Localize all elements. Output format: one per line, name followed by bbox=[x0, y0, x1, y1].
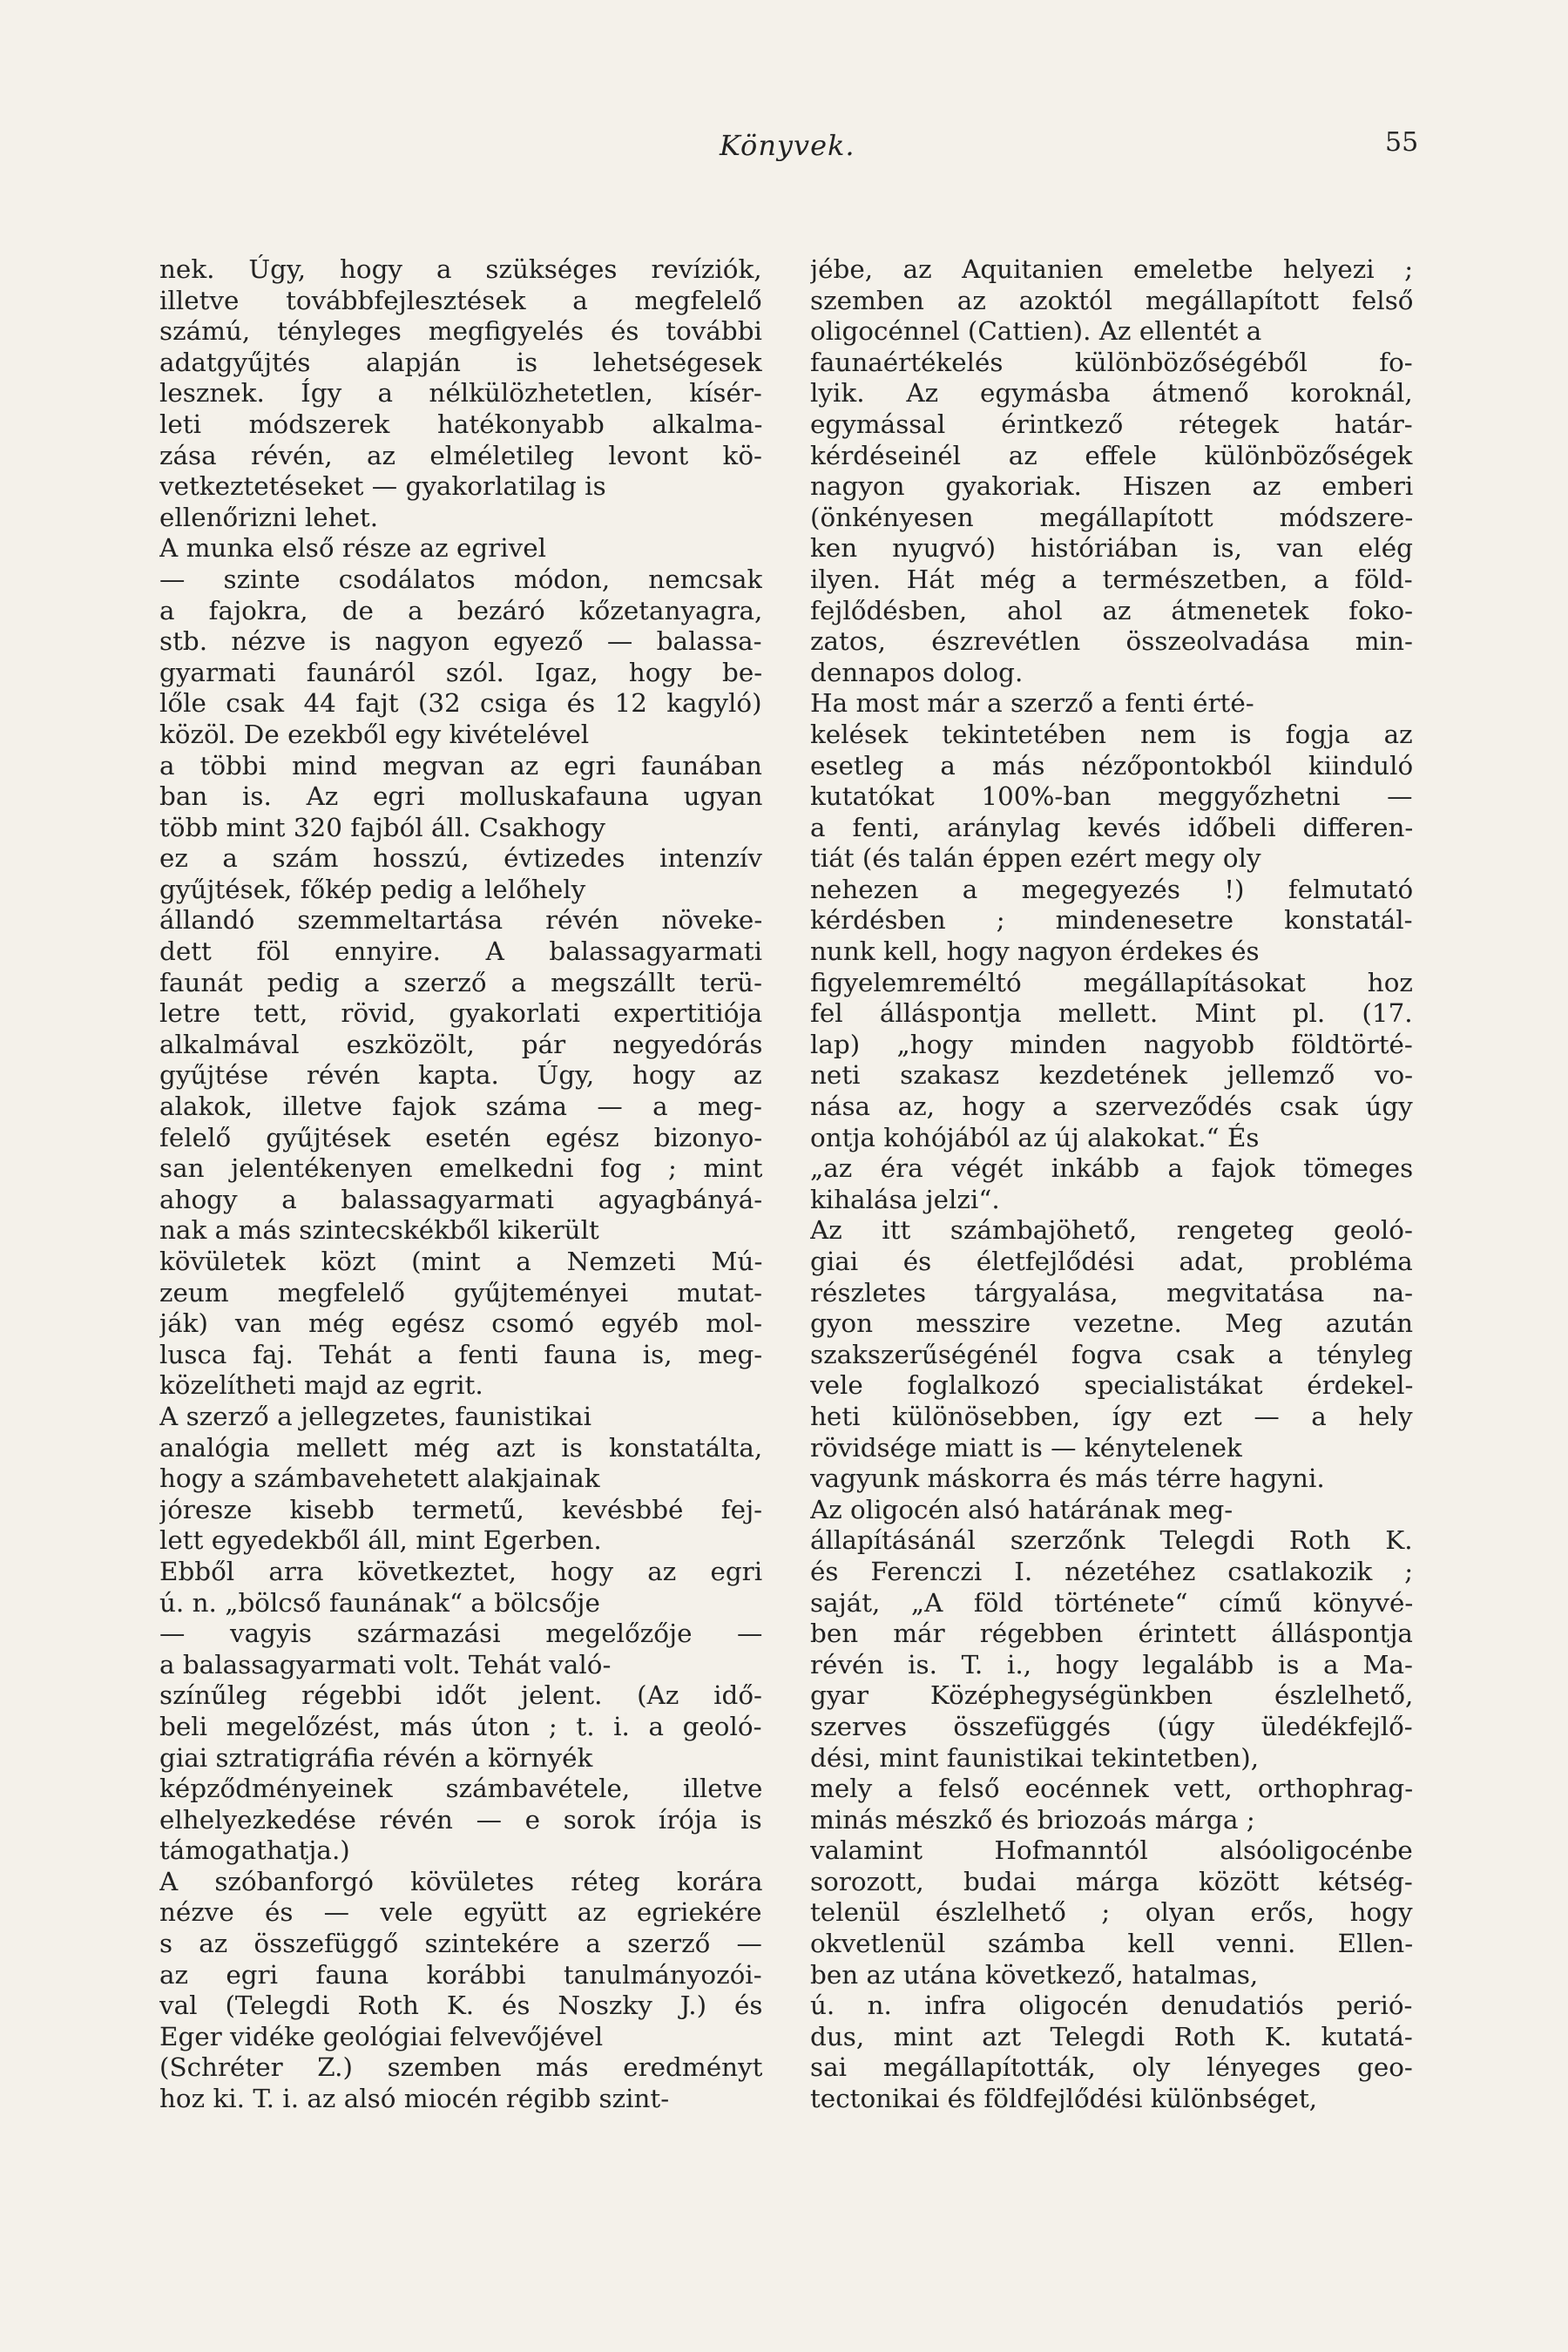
text-line: telenül észlelhető ; olyan erős, hogy bbox=[810, 1897, 1413, 1928]
text-line: zása révén, az elméletileg levont kö- bbox=[159, 440, 762, 470]
text-line: nehezen a megegyezés !) felmutató bbox=[810, 874, 1413, 904]
text-line: sorozott, budai márga között kétség- bbox=[810, 1866, 1413, 1896]
text-line: giai és életfejlődési adat, probléma bbox=[810, 1247, 1413, 1276]
text-line: egymással érintkező rétegek határ- bbox=[810, 409, 1413, 439]
text-line: ez a szám hosszú, évtizedes intenzív bbox=[159, 843, 762, 874]
text-line: faunaértékelés különbözőségéből fo- bbox=[810, 347, 1413, 377]
text-line: — szinte csodálatos módon, nemcsak bbox=[159, 564, 762, 594]
text-line: állapításánál szerzőnk Telegdi Roth K. bbox=[810, 1525, 1413, 1556]
text-line: gyűjtések, főkép pedig a lelőhely bbox=[159, 874, 586, 904]
text-line: dett föl ennyire. A balassagyarmati bbox=[159, 936, 762, 967]
text-line: jóresze kisebb termetű, kevésbbé fej- bbox=[159, 1494, 762, 1524]
page-number: 55 bbox=[1385, 127, 1419, 158]
text-line: kérdéseinél az effele különbözőségek bbox=[810, 440, 1413, 470]
text-line: tectonikai és földfejlődési különbséget, bbox=[810, 2084, 1318, 2114]
text-line: a fajokra, de a bezáró kőzetanyagra, bbox=[159, 595, 762, 625]
text-line: felelő gyűjtések esetén egész bizonyo- bbox=[159, 1122, 762, 1152]
text-line: beli megelőzést, más úton ; t. i. a geoló- bbox=[159, 1711, 762, 1741]
text-line: giai sztratigráfia révén a környék bbox=[159, 1742, 593, 1773]
text-line: — vagyis származási megelőzője — bbox=[159, 1619, 762, 1649]
text-line: vagyunk máskorra és más térre hagyni. bbox=[810, 1463, 1325, 1494]
text-line: valamint Hofmanntól alsóoligocénbe bbox=[810, 1835, 1413, 1866]
text-line: képződményeinek számbavétele, illetve bbox=[159, 1774, 762, 1804]
text-line: nek. Úgy, hogy a szükséges revíziók, bbox=[159, 254, 762, 284]
text-line: ják) van még egész csomó egyéb mol- bbox=[159, 1308, 762, 1339]
text-line: Eger vidéke geológiai felvevőjével bbox=[159, 2021, 604, 2051]
left-column bbox=[159, 254, 762, 2115]
text-line: az egri fauna korábbi tanulmányozói- bbox=[159, 1959, 762, 1990]
text-line: dennapos dolog. bbox=[810, 657, 1024, 687]
text-line: figyelemreméltó megállapításokat hoz bbox=[810, 967, 1413, 997]
text-line: rövidsége miatt is — kénytelenek bbox=[810, 1432, 1242, 1463]
text-line: A munka első része az egrivel bbox=[159, 533, 547, 564]
text-line: ú. n. „bölcső faunának“ a bölcsője bbox=[159, 1587, 600, 1618]
text-line: A szerző a jellegzetes, faunistikai bbox=[159, 1401, 592, 1431]
text-line: kövületek közt (mint a Nemzeti Mú- bbox=[159, 1247, 762, 1276]
text-line: a balassagyarmati volt. Tehát való- bbox=[159, 1649, 612, 1680]
text-line: ilyen. Hát még a természetben, a föld- bbox=[810, 564, 1413, 594]
text-line: s az összefüggő szintekére a szerző — bbox=[159, 1929, 762, 1959]
text-line: ben már régebben érintett álláspontja bbox=[810, 1619, 1413, 1649]
text-line: a fenti, aránylag kevés időbeli differen- bbox=[810, 812, 1413, 842]
text-line: gyűjtése révén kapta. Úgy, hogy az bbox=[159, 1060, 762, 1091]
text-line: közelítheti majd az egrit. bbox=[159, 1370, 483, 1401]
text-line: mely a felső eocénnek vett, orthophrag- bbox=[810, 1774, 1413, 1804]
text-line: lusca faj. Tehát a fenti fauna is, meg- bbox=[159, 1339, 762, 1369]
text-line: dési, mint faunistikai tekintetben), bbox=[810, 1742, 1260, 1773]
text-line: nása az, hogy a szerveződés csak úgy bbox=[810, 1092, 1413, 1122]
text-line: Az oligocén alsó határának meg- bbox=[810, 1494, 1233, 1524]
text-line: ben az utána következő, hatalmas, bbox=[810, 1959, 1259, 1990]
text-line: leti módszerek hatékonyabb alkalma- bbox=[159, 409, 762, 439]
text-line: faunát pedig a szerző a megszállt terü- bbox=[159, 967, 762, 997]
text-line: Ebből arra következtet, hogy az egri bbox=[159, 1556, 762, 1586]
text-line: sai megállapították, oly lényeges geo- bbox=[810, 2052, 1413, 2083]
running-header-title: Könyvek. bbox=[720, 129, 855, 162]
text-line: lett egyedekből áll, mint Egerben. bbox=[159, 1525, 602, 1556]
text-line: zatos, észrevétlen összeolvadása min- bbox=[810, 626, 1413, 657]
text-line: stb. nézve is nagyon egyező — balassa- bbox=[159, 626, 762, 657]
text-line: ken nyugvó) históriában is, van elég bbox=[810, 533, 1413, 564]
text-line: okvetlenül számba kell venni. Ellen- bbox=[810, 1929, 1413, 1959]
text-line: heti különösebben, így ezt — a hely bbox=[810, 1401, 1413, 1431]
text-line: ahogy a balassagyarmati agyagbányá- bbox=[159, 1184, 762, 1214]
text-line: támogathatja.) bbox=[159, 1835, 350, 1866]
text-line: vetkeztetéseket — gyakorlatilag is bbox=[159, 471, 606, 502]
text-line: nak a más szintecskékből kikerült bbox=[159, 1215, 599, 1246]
text-line: ban is. Az egri molluskafauna ugyan bbox=[159, 781, 762, 812]
text-line: „az éra végét inkább a fajok tömeges bbox=[810, 1153, 1413, 1184]
text-line: lyik. Az egymásba átmenő koroknál, bbox=[810, 378, 1413, 409]
text-line: nézve és — vele együtt az egriekére bbox=[159, 1897, 762, 1928]
text-line: ontja kohójából az új alakokat.“ És bbox=[810, 1122, 1260, 1152]
text-line: hoz ki. T. i. az alsó miocén régibb szint- bbox=[159, 2084, 670, 2114]
text-line: esetleg a más nézőpontokból kiinduló bbox=[810, 750, 1413, 781]
text-line: kihalása jelzi“. bbox=[810, 1184, 1000, 1214]
right-column bbox=[810, 254, 1413, 2115]
text-line: elhelyezkedése révén — e sorok írója is bbox=[159, 1804, 762, 1835]
text-line: jébe, az Aquitanien emeletbe helyezi ; bbox=[810, 254, 1413, 284]
text-line: (Schréter Z.) szemben más eredményt bbox=[159, 2052, 762, 2083]
text-line: ú. n. infra oligocén denudatiós perió- bbox=[810, 1990, 1413, 2021]
text-line: oligocénnel (Cattien). Az ellentét a bbox=[810, 316, 1262, 347]
text-line: lap) „hogy minden nagyobb földtörté- bbox=[810, 1029, 1413, 1059]
text-line: gyarmati faunáról szól. Igaz, hogy be- bbox=[159, 657, 762, 687]
text-line: ellenőrizni lehet. bbox=[159, 502, 379, 532]
text-line: több mint 320 fajból áll. Csakhogy bbox=[159, 812, 605, 842]
text-line: gyar Középhegységünkben észlelhető, bbox=[810, 1680, 1413, 1711]
text-line: kelések tekintetében nem is fogja az bbox=[810, 719, 1413, 749]
text-line: alkalmával eszközölt, pár negyedórás bbox=[159, 1029, 762, 1059]
text-line: alakok, illetve fajok száma — a meg- bbox=[159, 1092, 762, 1122]
text-line: minás mészkő és briozoás márga ; bbox=[810, 1804, 1255, 1835]
text-line: állandó szemmeltartása révén növeke- bbox=[159, 905, 762, 936]
text-line: részletes tárgyalása, megvitatása na- bbox=[810, 1277, 1413, 1308]
text-line: közöl. De ezekből egy kivételével bbox=[159, 719, 590, 749]
text-line: révén is. T. i., hogy legalább is a Ma- bbox=[810, 1649, 1413, 1680]
text-line: gyon messzire vezetne. Meg azután bbox=[810, 1308, 1413, 1339]
text-line: a többi mind megvan az egri faunában bbox=[159, 750, 762, 781]
text-line: nunk kell, hogy nagyon érdekes és bbox=[810, 936, 1260, 967]
text-line: illetve továbbfejlesztések a megfelelő bbox=[159, 285, 762, 315]
text-line: fel álláspontja mellett. Mint pl. (17. bbox=[810, 998, 1413, 1029]
text-line: lesznek. Így a nélkülözhetetlen, kísér- bbox=[159, 378, 762, 409]
text-line: dus, mint azt Telegdi Roth K. kutatá- bbox=[810, 2021, 1413, 2051]
text-line: A szóbanforgó kövületes réteg korára bbox=[159, 1866, 762, 1896]
text-line: tiát (és talán éppen ezért megy oly bbox=[810, 843, 1261, 874]
text-line: lőle csak 44 fajt (32 csiga és 12 kagyló) bbox=[159, 688, 762, 719]
text-line: saját, „A föld története“ című könyvé- bbox=[810, 1587, 1413, 1618]
text-line: neti szakasz kezdetének jellemző vo- bbox=[810, 1060, 1413, 1091]
text-line: san jelentékenyen emelkedni fog ; mint bbox=[159, 1153, 762, 1184]
text-line: zeum megfelelő gyűjteményei mutat- bbox=[159, 1277, 762, 1308]
text-line: számú, tényleges megfigyelés és további bbox=[159, 316, 762, 347]
text-line: szerves összefüggés (úgy üledékfejlő- bbox=[810, 1711, 1413, 1741]
text-line: nagyon gyakoriak. Hiszen az emberi bbox=[810, 471, 1413, 502]
text-line: (önkényesen megállapított módszere- bbox=[810, 502, 1413, 532]
text-line: letre tett, rövid, gyakorlati expertitiója bbox=[159, 998, 762, 1029]
text-line: színűleg régebbi időt jelent. (Az idő- bbox=[159, 1680, 762, 1711]
text-line: adatgyűjtés alapján is lehetségesek bbox=[159, 347, 762, 377]
text-line: val (Telegdi Roth K. és Noszky J.) és bbox=[159, 1990, 762, 2021]
text-line: és Ferenczi I. nézetéhez csatlakozik ; bbox=[810, 1556, 1413, 1586]
text-line: analógia mellett még azt is konstatálta, bbox=[159, 1432, 762, 1463]
text-line: kutatókat 100%-ban meggyőzhetni — bbox=[810, 781, 1413, 812]
text-line: kérdésben ; mindenesetre konstatál- bbox=[810, 905, 1413, 936]
text-line: szemben az azoktól megállapított felső bbox=[810, 285, 1413, 315]
text-line: Az itt számbajöhető, rengeteg geoló- bbox=[810, 1215, 1413, 1246]
text-line: hogy a számbavehetett alakjainak bbox=[159, 1463, 600, 1494]
text-line: vele foglalkozó specialistákat érdekel- bbox=[810, 1370, 1413, 1401]
text-line: Ha most már a szerző a fenti érté- bbox=[810, 688, 1254, 719]
text-line: fejlődésben, ahol az átmenetek foko- bbox=[810, 595, 1413, 625]
text-line: szakszerűségénél fogva csak a tényleg bbox=[810, 1339, 1413, 1369]
